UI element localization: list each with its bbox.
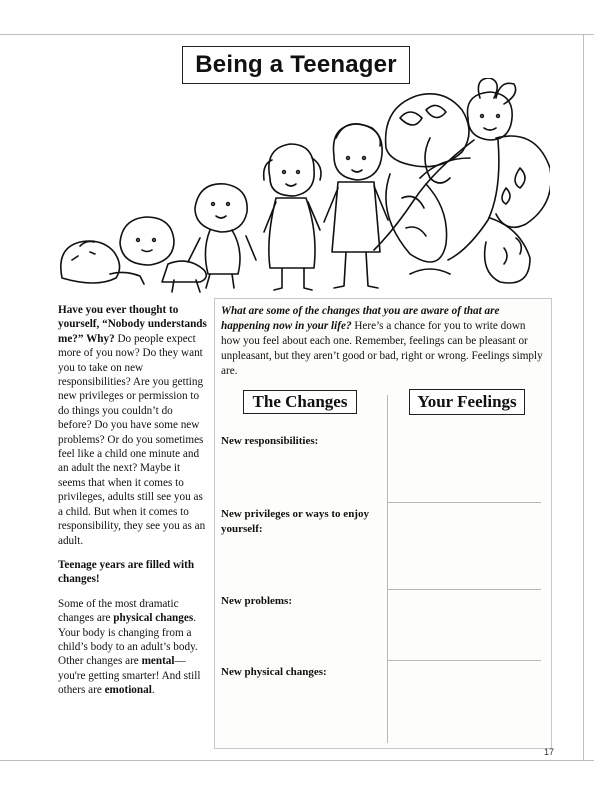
page-frame-top [0, 34, 594, 35]
boy-figure [324, 124, 388, 288]
changes-column-header: The Changes [243, 390, 357, 414]
crawling-baby-figure [120, 217, 206, 292]
row-label-physical-changes: New physical changes: [221, 666, 327, 678]
intro-question: Have you ever thought to yourself, “Nobody understands me?” Why? [58, 304, 207, 345]
column-divider [387, 395, 388, 743]
row-label-responsibilities: New responsibilities: [221, 435, 319, 447]
page-number: 17 [544, 747, 555, 757]
girl-figure [264, 144, 321, 290]
row-divider [387, 660, 541, 661]
butterfly-teen-figure [374, 78, 550, 283]
row-label-problems: New problems: [221, 595, 292, 607]
worksheet-question: What are some of the changes that you are aware of that are happening now in your life? [221, 305, 500, 332]
changes-paragraph: Some of the most dramatic changes are physical changes. Your body is changing from a child’s body to an adult’s body. Other changes are mental—you're getting smarter! And still others are emotional. [58, 597, 201, 697]
feelings-column-header: Your Feelings [409, 389, 525, 415]
growth-illustration [50, 78, 550, 296]
intro-text-column [58, 303, 208, 708]
changes-heading: Teenage years are filled with changes! [58, 558, 195, 586]
toddler-figure [188, 184, 256, 288]
row-divider [387, 502, 541, 503]
page-title: Being a Teenager [195, 51, 397, 78]
worksheet-instructions-body: Here’s a chance for you to write down how you feel about each one. Remember, feelings can be pleasant or unpleasant, but they aren’t good or bad, right or wrong. Feelings simply are. [221, 320, 543, 377]
worksheet-instructions [221, 304, 547, 379]
worksheet-panel [214, 298, 552, 749]
baby-figure [61, 241, 144, 284]
intro-body: Do people expect more of you now? Do they want you to take on new responsibilities? Are you getting new privileges or permission to do things you couldn’t do before? Do you have some new problems? Or do you sometimes feel like a child one minute and an adult the next? Maybe it seems that when it comes to privileges, adults still see you as a child. But when it comes to responsibility, they see you as an adult. [58, 332, 206, 547]
intro-paragraph [58, 303, 208, 548]
page-frame-right [583, 34, 584, 760]
row-label-privileges: New privileges or ways to enjoy yourself: [221, 508, 369, 535]
page-frame-bottom [0, 760, 594, 761]
row-divider [387, 589, 541, 590]
